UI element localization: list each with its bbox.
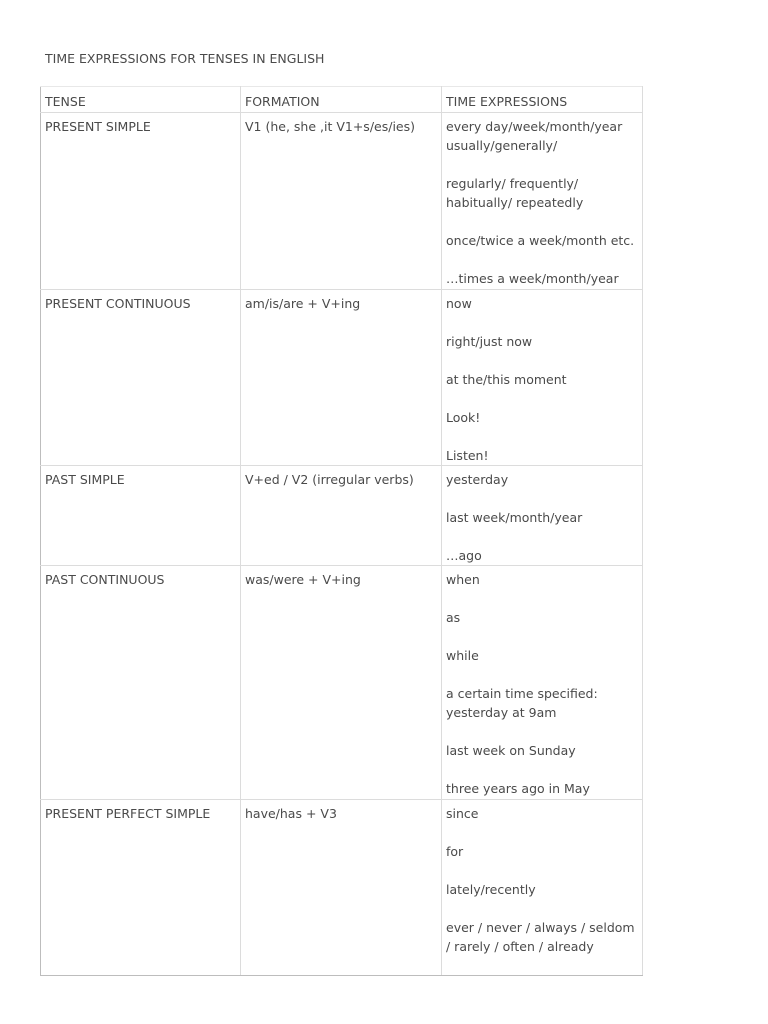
expressions-cell <box>442 566 643 800</box>
time-expression: for <box>446 844 464 859</box>
time-expression: ever / never / always / seldom / rarely / often / already <box>446 920 635 954</box>
time-expression: last week/month/year <box>446 510 583 525</box>
time-expression: once/twice a week/month etc. <box>446 233 635 248</box>
time-expression: three years ago in May <box>446 781 590 796</box>
time-expression: lately/recently <box>446 882 536 897</box>
header-tense: TENSE <box>41 87 241 113</box>
table-row <box>41 290 643 466</box>
formation-cell: have/has + V3 <box>241 800 442 976</box>
expressions-cell <box>442 800 643 976</box>
table-row <box>41 113 643 290</box>
document-title: TIME EXPRESSIONS FOR TENSES IN ENGLISH <box>45 51 325 66</box>
expressions-cell <box>442 466 643 566</box>
time-expression: while <box>446 648 479 663</box>
formation-cell: am/is/are + V+ing <box>241 290 442 466</box>
table-row <box>41 466 643 566</box>
time-expression: as <box>446 610 461 625</box>
time-expression: …ago <box>446 548 482 563</box>
expressions-cell <box>442 113 643 290</box>
header-formation: FORMATION <box>241 87 442 113</box>
time-expression: yesterday <box>446 472 509 487</box>
time-expression: Look! <box>446 410 481 425</box>
tense-cell: PAST CONTINUOUS <box>41 566 241 800</box>
formation-cell: V+ed / V2 (irregular verbs) <box>241 466 442 566</box>
time-expression: …times a week/month/year <box>446 271 619 286</box>
table-row <box>41 566 643 800</box>
time-expression: right/just now <box>446 334 533 349</box>
time-expression: regularly/ frequently/ habitually/ repeatedly <box>446 176 584 210</box>
tenses-table <box>40 86 643 976</box>
expressions-cell <box>442 290 643 466</box>
time-expression: at the/this moment <box>446 372 567 387</box>
tense-cell: PRESENT SIMPLE <box>41 113 241 290</box>
tense-cell: PRESENT CONTINUOUS <box>41 290 241 466</box>
table-row <box>41 800 643 976</box>
time-expression: every day/week/month/year usually/generally/ <box>446 119 623 153</box>
header-time-expressions: TIME EXPRESSIONS <box>442 87 643 113</box>
tense-cell: PAST SIMPLE <box>41 466 241 566</box>
time-expression: now <box>446 296 472 311</box>
time-expression: a certain time specified: yesterday at 9am <box>446 686 598 720</box>
table-header-row <box>41 87 643 113</box>
formation-cell: was/were + V+ing <box>241 566 442 800</box>
time-expression: when <box>446 572 480 587</box>
time-expression: Listen! <box>446 448 489 463</box>
time-expression: last week on Sunday <box>446 743 576 758</box>
time-expression: since <box>446 806 479 821</box>
formation-cell: V1 (he, she ,it V1+s/es/ies) <box>241 113 442 290</box>
tense-cell: PRESENT PERFECT SIMPLE <box>41 800 241 976</box>
